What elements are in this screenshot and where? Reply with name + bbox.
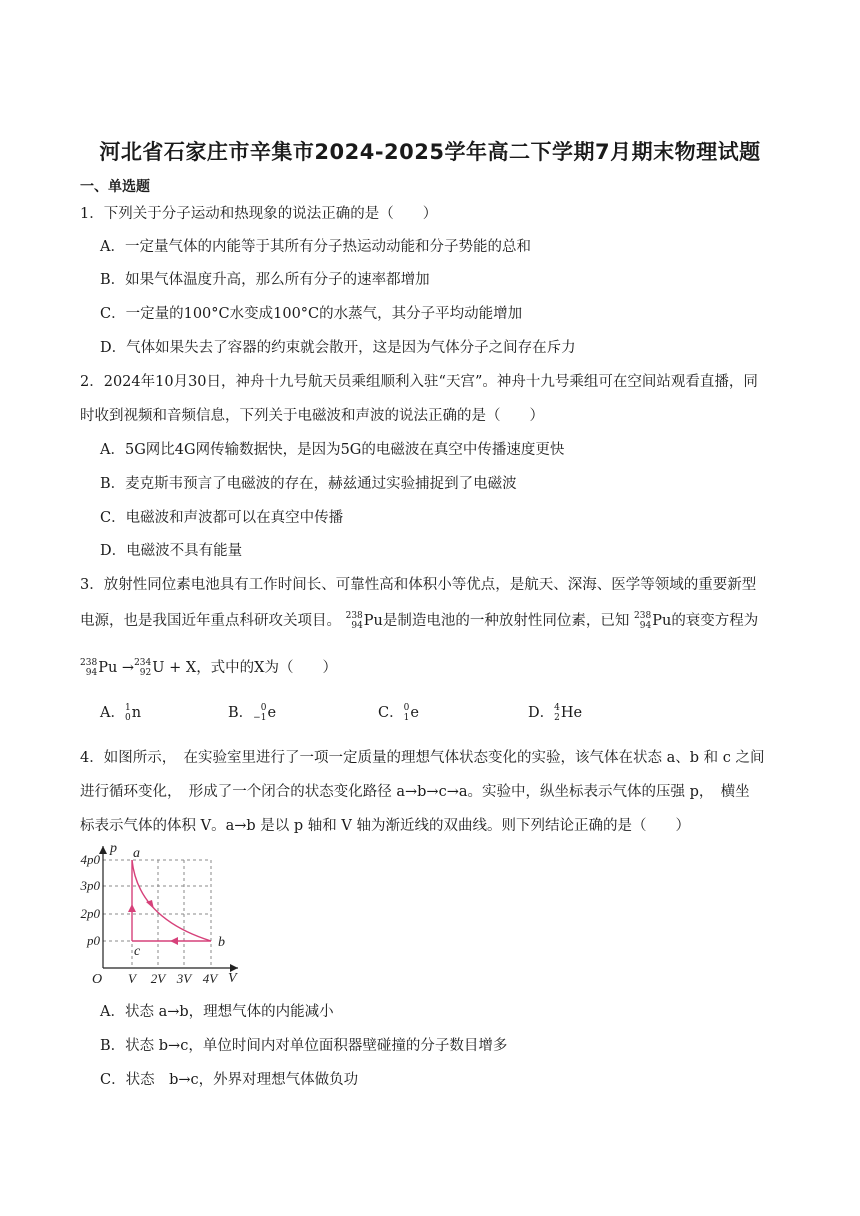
p-axis-arrow-icon — [99, 846, 107, 854]
mass-number: 0 — [260, 703, 267, 713]
q2-option-a: A．5G网比4G网传输数据快，是因为5G的电磁波在真空中传播速度更快 — [100, 442, 565, 458]
v-axis-label: V — [228, 971, 237, 986]
arrow-bc-icon — [170, 937, 178, 945]
atomic-number: 94 — [351, 621, 363, 631]
atomic-number: 92 — [139, 668, 152, 678]
x-tick-4: 4V — [202, 971, 218, 986]
arrow-ca-icon — [128, 904, 136, 912]
curve-ab — [132, 860, 211, 941]
q3-text-part: ，式中的X为（ ） — [196, 660, 338, 676]
q1-stem: 1．下列关于分子运动和热现象的说法正确的是（ ） — [80, 206, 438, 222]
p-axis-label: p — [110, 841, 117, 856]
atomic-number: 94 — [85, 668, 98, 678]
pu-nuclide — [634, 611, 671, 631]
atomic-number: 94 — [639, 621, 652, 631]
mass-number: 234 — [134, 658, 152, 668]
q3-text-part: 的衰变方程为 — [671, 613, 759, 629]
q4-option-c: C．状态 b→c，外界对理想气体做负功 — [100, 1072, 359, 1088]
atomic-number: 2 — [554, 713, 560, 723]
q4-option-a: A．状态 a→b，理想气体的内能减小 — [100, 1004, 334, 1020]
q1-option-a: A．一定量气体的内能等于其所有分子热运动动能和分子势能的总和 — [100, 239, 531, 255]
y-tick-1: p0 — [87, 933, 100, 948]
q3-stem-line1: 3．放射性同位素电池具有工作时间长、可靠性高和体积小等优点，是航天、深海、医学等领域的重要新型 — [80, 577, 757, 593]
q2-stem-line1: 2．2024年10月30日，神舟十九号航天员乘组顺利入驻“天宫”。神舟十九号乘组可在空间站观看直播，同 — [80, 374, 758, 390]
u-nuclide — [134, 658, 164, 678]
option-label: B． — [228, 705, 254, 721]
electron-nuclide — [253, 703, 276, 723]
q2-option-b: B．麦克斯韦预言了电磁波的存在，赫兹通过实验捕捉到了电磁波 — [100, 476, 517, 492]
q4-stem-line1: 4．如图所示， 在实验室里进行了一项一定质量的理想气体状态变化的实验，该气体在状态 a、b 和 c 之间 — [80, 750, 765, 766]
atomic-number: 1 — [403, 713, 410, 723]
q3-option-c — [378, 703, 419, 723]
element-symbol: n — [131, 705, 142, 721]
pv-diagram — [78, 838, 258, 988]
element-symbol: Pu — [363, 613, 383, 629]
element-symbol: e — [410, 705, 419, 721]
neutron-nuclide — [125, 703, 141, 723]
point-a-label: a — [133, 846, 140, 861]
q3-text-part: 是制造电池的一种放射性同位素，已知 — [382, 613, 630, 629]
atomic-number: −1 — [253, 713, 267, 723]
element-symbol: U — [152, 660, 165, 676]
q4-stem-line3: 标表示气体的体积 V。a→b 是以 p 轴和 V 轴为渐近线的双曲线。则下列结论正确的是（ ） — [80, 818, 690, 834]
x-tick-1: V — [128, 971, 136, 986]
q3-text-part: 电源，也是我国近年重点科研攻关项目。 — [80, 613, 341, 629]
q1-option-d: D．气体如果失去了容器的约束就会散开，这是因为气体分子之间存在斥力 — [100, 340, 576, 356]
q3-option-b — [228, 703, 276, 723]
helium-nuclide — [554, 703, 582, 723]
q2-option-d: D．电磁波不具有能量 — [100, 543, 243, 559]
mass-number: 0 — [403, 703, 410, 713]
x-tick-3: 3V — [176, 971, 192, 986]
element-symbol: e — [267, 705, 277, 721]
q3-option-d — [528, 703, 582, 723]
q3-stem-line2 — [80, 611, 758, 631]
origin-label: O — [92, 972, 103, 987]
pu-nuclide — [346, 611, 383, 631]
y-tick-4: 4p0 — [80, 852, 100, 867]
mass-number: 1 — [124, 703, 131, 713]
q3-option-a — [100, 703, 141, 723]
page-title: 河北省石家庄市辛集市2024-2025学年高二下学期7月期末物理试题 — [99, 140, 761, 164]
q4-stem-line2: 进行循环变化， 形成了一个闭合的状态变化路径 a→b→c→a。实验中，纵坐标表示气体的压强 p， 横坐 — [80, 784, 750, 800]
mass-number: 238 — [345, 611, 363, 621]
q3-equation-line — [80, 658, 337, 678]
element-symbol: Pu — [652, 613, 672, 629]
grid-lines — [103, 860, 211, 968]
mass-number: 238 — [634, 611, 652, 621]
option-label: D． — [528, 705, 555, 721]
y-tick-2: 2p0 — [80, 906, 100, 921]
option-label: A． — [100, 705, 125, 721]
q1-option-b: B．如果气体温度升高，那么所有分子的速率都增加 — [100, 272, 430, 288]
x-tick-2: 2V — [150, 971, 166, 986]
mass-number: 238 — [80, 658, 98, 668]
mass-number: 4 — [554, 703, 560, 713]
atomic-number: 0 — [124, 713, 131, 723]
q2-option-c: C．电磁波和声波都可以在真空中传播 — [100, 510, 344, 526]
arrow-symbol: → — [121, 660, 135, 676]
element-symbol: He — [560, 705, 583, 721]
element-symbol: Pu — [98, 660, 118, 676]
section-heading: 一、单选题 — [80, 179, 150, 195]
point-b-label: b — [218, 935, 225, 950]
q4-option-b: B．状态 b→c，单位时间内对单位面积器壁碰撞的分子数目增多 — [100, 1038, 508, 1054]
equation-remainder: + X — [164, 660, 197, 676]
point-c-label: c — [134, 944, 141, 959]
option-label: C． — [378, 705, 404, 721]
y-tick-3: 3p0 — [80, 878, 100, 893]
pu-nuclide — [80, 658, 117, 678]
q1-option-c: C．一定量的100°C水变成100°C的水蒸气，其分子平均动能增加 — [100, 306, 523, 322]
positron-nuclide — [404, 703, 419, 723]
q2-stem-line2: 时收到视频和音频信息，下列关于电磁波和声波的说法正确的是（ ） — [80, 408, 544, 424]
